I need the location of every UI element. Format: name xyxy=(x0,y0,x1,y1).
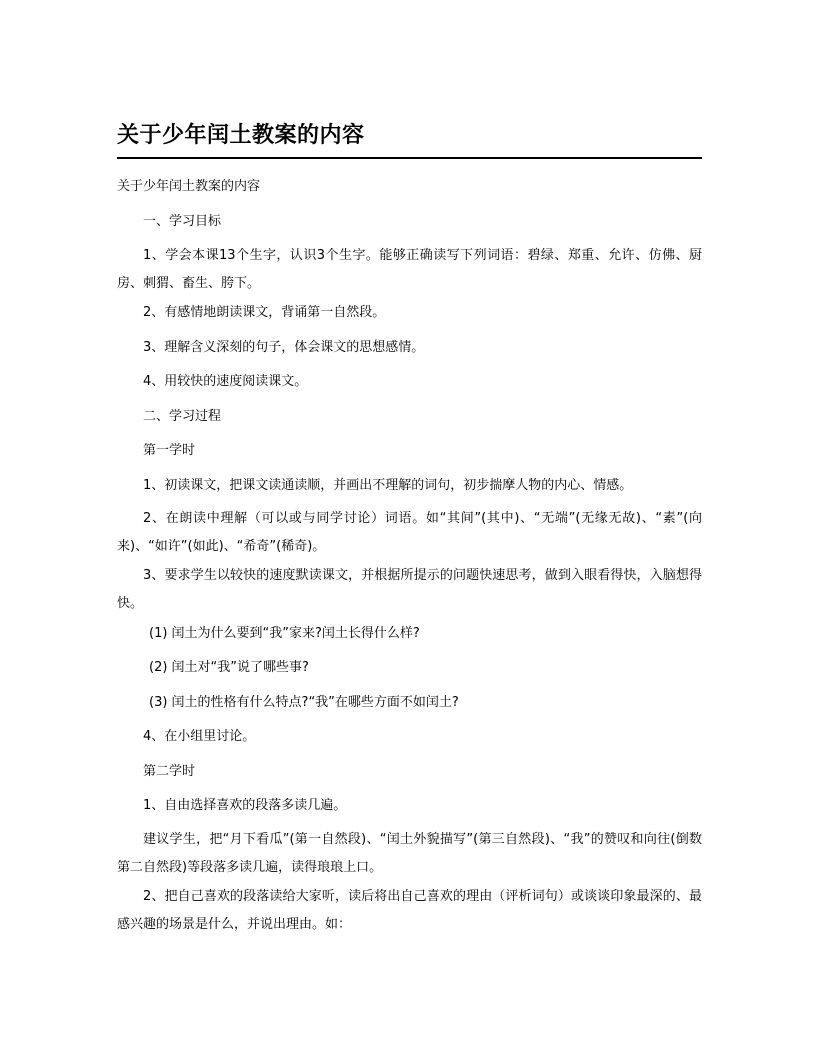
lesson-1-step-2: 2、在朗读中理解（可以或与同学讨论）词语。如“其间”(其中)、“无端”(无缘无故)、“素”(向来)、“如许”(如此)、“希奇”(稀奇)。 xyxy=(117,511,702,554)
section-heading-process: 二、学习过程 xyxy=(143,409,222,424)
goal-2-paragraph: 2、有感情地朗读课文，背诵第一自然段。 xyxy=(143,305,386,320)
lesson-1-heading: 第一学时 xyxy=(143,443,196,458)
question-2: (2) 闰土对“我”说了哪些事? xyxy=(149,660,309,675)
goal-4-paragraph: 4、用较快的速度阅读课文。 xyxy=(143,374,308,389)
lesson-1-step-1: 1、初读课文，把课文读通读顺，并画出不理解的词句，初步揣摩人物的内心、情感。 xyxy=(143,478,633,493)
question-1: (1) 闰土为什么要到“我”家来?闰土长得什么样? xyxy=(149,626,420,641)
document-title: 关于少年闰土教案的内容 xyxy=(117,123,365,148)
intro-text: 关于少年闰土教案的内容 xyxy=(117,179,261,194)
lesson-2-heading: 第二学时 xyxy=(143,764,196,779)
goal-1-paragraph: 1、学会本课13个生字，认识3个生字。能够正确读写下列词语：碧绿、郑重、允许、仿佛、厨房、刺猬、畜生、胯下。 xyxy=(117,248,702,291)
lesson-2-step-2: 2、把自己喜欢的段落读给大家听，读后将出自己喜欢的理由（评析词句）或谈谈印象最深的、最感兴趣的场景是什么，并说出理由。如： xyxy=(117,889,702,932)
lesson-2-suggestion: 建议学生，把“月下看瓜”(第一自然段)、“闰土外貌描写”(第三自然段)、“我”的赞叹和向往(倒数第二自然段)等段落多读几遍，读得琅琅上口。 xyxy=(117,832,702,875)
lesson-2-step-1: 1、自由选择喜欢的段落多读几遍。 xyxy=(143,798,347,813)
lesson-1-step-4: 4、在小组里讨论。 xyxy=(143,729,256,744)
question-3: (3) 闰土的性格有什么特点?“我”在哪些方面不如闰土? xyxy=(149,695,459,710)
goal-3-paragraph: 3、理解含义深刻的句子，体会课文的思想感情。 xyxy=(143,340,425,355)
lesson-1-step-3: 3、要求学生以较快的速度默读课文，并根据所提示的问题快速思考，做到入眼看得快，入脑想得快。 xyxy=(117,568,702,611)
section-heading-goals: 一、学习目标 xyxy=(143,214,222,229)
title-underline xyxy=(117,157,702,159)
